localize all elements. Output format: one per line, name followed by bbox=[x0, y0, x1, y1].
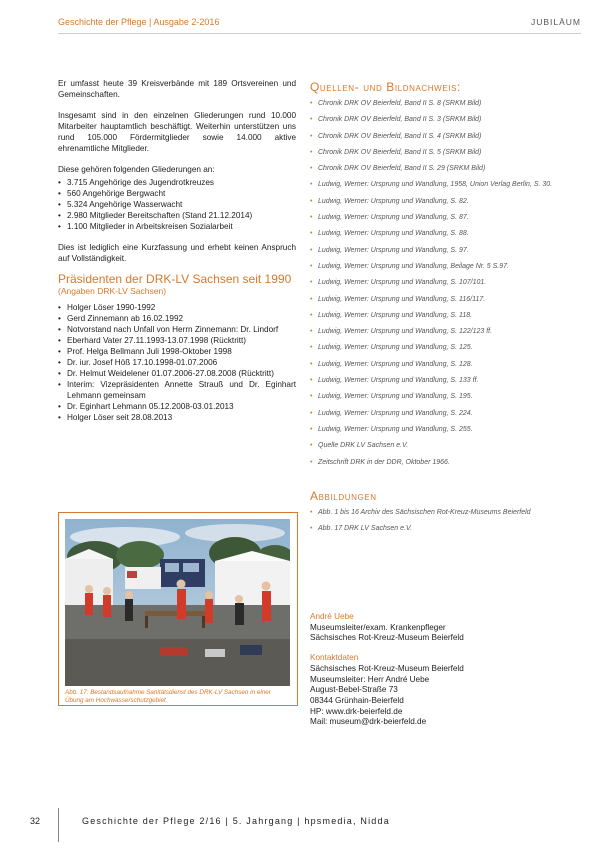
contact-website: HP: www.drk-beierfeld.de bbox=[310, 706, 403, 716]
footer-divider bbox=[58, 808, 59, 842]
groups-list bbox=[58, 177, 296, 232]
list-item: • 1.100 Mitglieder in Arbeitskreisen Sozialarbeit bbox=[58, 221, 296, 232]
source-item: • Ludwig, Werner: Ursprung und Wandlung, S. 224. bbox=[310, 409, 585, 418]
list-item: • 2.980 Mitglieder Bereitschaften (Stand 21.12.2014) bbox=[58, 210, 296, 221]
footer-text: Geschichte der Pflege 2/16 | 5. Jahrgang | hpsmedia, Nidda bbox=[82, 816, 390, 826]
source-item: • Zeitschrift DRK in der DDR, Oktober 1966. bbox=[310, 458, 585, 467]
list-item: • Eberhard Vater 27.11.1993-13.07.1998 (Rücktritt) bbox=[58, 335, 296, 346]
list-item: • 3.715 Angehörige des Jugendrotkreuzes bbox=[58, 177, 296, 188]
source-item: • Ludwig, Werner: Ursprung und Wandlung, S. 133 ff. bbox=[310, 376, 585, 385]
list-item: • Dr. Eginhart Lehmann 05.12.2008-03.01.2013 bbox=[58, 401, 296, 412]
figure-frame bbox=[58, 512, 298, 706]
exercise-photo-illustration bbox=[65, 519, 290, 686]
source-item: • Chronik DRK OV Beierfeld, Band II S. 8 (SRKM Bild) bbox=[310, 99, 585, 108]
source-item: • Ludwig, Werner: Ursprung und Wandlung, S. 107/101. bbox=[310, 278, 585, 287]
contact-line: 08344 Grünhain-Beierfeld bbox=[310, 695, 404, 705]
image-credit-item: • Abb. 1 bis 16 Archiv des Sächsischen Rot-Kreuz-Museums Beierfeld bbox=[310, 508, 585, 517]
paragraph: Er umfasst heute 39 Kreisverbände mit 189 Ortsvereinen und Gemeinschaften. bbox=[58, 79, 296, 99]
paragraph: Diese gehören folgenden Gliederungen an: bbox=[58, 165, 215, 174]
images-heading: Abbildungen bbox=[310, 488, 377, 503]
sources-list bbox=[310, 99, 585, 467]
figure-caption: Abb. 17: Bestandsaufnahme Sanitätsdienst des DRK-LV Sachsen in einer Übung am Hochwasserschutzgebiet bbox=[65, 689, 271, 704]
list-item: • Holger Löser 1990-1992 bbox=[58, 302, 296, 313]
source-item: • Ludwig, Werner: Ursprung und Wandlung, S. 116/117. bbox=[310, 295, 585, 304]
source-item: • Ludwig, Werner: Ursprung und Wandlung, S. 87. bbox=[310, 213, 585, 222]
source-item: • Ludwig, Werner: Ursprung und Wandlung, S. 122/123 ff. bbox=[310, 327, 585, 336]
contact-line: Sächsisches Rot-Kreuz-Museum Beierfeld bbox=[310, 663, 464, 673]
right-column bbox=[310, 80, 585, 540]
author-block bbox=[310, 612, 585, 728]
source-item: • Ludwig, Werner: Ursprung und Wandlung, S. 125. bbox=[310, 343, 585, 352]
list-item: • 560 Angehörige Bergwacht bbox=[58, 188, 296, 199]
author-role: Museumsleiter/exam. Krankenpfleger bbox=[310, 622, 446, 632]
source-item: • Ludwig, Werner: Ursprung und Wandlung, S. 128. bbox=[310, 360, 585, 369]
source-item: • Ludwig, Werner: Ursprung und Wandlung, S. 97. bbox=[310, 246, 585, 255]
source-item: • Ludwig, Werner: Ursprung und Wandlung, S. 195. bbox=[310, 392, 585, 401]
paragraph: Dies ist lediglich eine Kurzfassung und erhebt keinen Anspruch auf Vollständigkeit. bbox=[58, 243, 296, 263]
sources-heading: Quellen- und Bildnachweis: bbox=[310, 80, 461, 94]
list-item: • Gerd Zinnemann ab 16.02.1992 bbox=[58, 313, 296, 324]
figure-photo bbox=[65, 519, 290, 686]
left-column bbox=[58, 78, 296, 433]
page-number: 32 bbox=[30, 816, 41, 826]
source-item: • Chronik DRK OV Beierfeld, Band II S. 3 (SRKM Bild) bbox=[310, 115, 585, 124]
source-item: • Chronik DRK OV Beierfeld, Band II S. 5 (SRKM Bild) bbox=[310, 148, 585, 157]
source-item: • Ludwig, Werner: Ursprung und Wandlung, S. 88. bbox=[310, 229, 585, 238]
source-item: • Ludwig, Werner: Ursprung und Wandlung, S. 118. bbox=[310, 311, 585, 320]
list-item: • Dr. iur. Josef Höß 17.10.1998-01.07.2006 bbox=[58, 357, 296, 368]
source-item: • Ludwig, Werner: Ursprung und Wandlung, Beilage Nr. 5 S.97. bbox=[310, 262, 585, 271]
running-header-left: Geschichte der Pflege | Ausgabe 2-2016 bbox=[58, 17, 220, 27]
running-header-section: JUBILÄUM bbox=[530, 17, 581, 27]
source-item: • Ludwig, Werner: Ursprung und Wandlung, S. 255. bbox=[310, 425, 585, 434]
list-item: • Dr. Helmut Weidelener 01.07.2006-27.08.2008 (Rücktritt) bbox=[58, 368, 296, 379]
author-institution: Sächsisches Rot-Kreuz-Museum Beierfeld bbox=[310, 633, 464, 643]
contact-line: August-Bebel-Straße 73 bbox=[310, 685, 398, 695]
author-name: André Uebe bbox=[310, 612, 354, 621]
image-credit-item: • Abb. 17 DRK LV Sachsen e.V. bbox=[310, 524, 585, 533]
contact-email: Mail: museum@drk-beierfeld.de bbox=[310, 717, 427, 727]
images-list bbox=[310, 508, 585, 533]
source-item: • Chronik DRK OV Beierfeld, Band II S. 29 (SRKM Bild) bbox=[310, 164, 585, 173]
header-divider bbox=[58, 33, 581, 34]
presidents-list bbox=[58, 302, 296, 423]
list-item: • Holger Löser seit 28.08.2013 bbox=[58, 412, 296, 423]
contact-line: Museumsleiter: Herr André Uebe bbox=[310, 674, 430, 684]
source-item: • Quelle DRK LV Sachsen e.V. bbox=[310, 441, 585, 450]
section-subheading: (Angaben DRK-LV Sachsen) bbox=[58, 286, 167, 296]
list-item: • 5.324 Angehörige Wasserwacht bbox=[58, 199, 296, 210]
list-item: • Notvorstand nach Unfall von Herrn Zinnemann: Dr. Lindorf bbox=[58, 324, 296, 335]
source-item: • Ludwig, Werner: Ursprung und Wandlung, S. 82. bbox=[310, 197, 585, 206]
paragraph: Insgesamt sind in den einzelnen Gliederungen rund 10.000 Mitarbeiter hauptamtlich beschäftigt. Weiterhin unterstützen uns rund 105.000 Fördermitglieder sowie 14.000 aktive ehrenamtliche Mitglieder. bbox=[58, 111, 296, 153]
contact-heading: Kontaktdaten bbox=[310, 653, 359, 663]
list-item: • Interim: Vizepräsidenten Annette Strauß und Dr. Eginhart Lehmann gemeinsam bbox=[58, 379, 296, 401]
section-heading: Präsidenten der DRK-LV Sachsen seit 1990 bbox=[58, 272, 292, 286]
source-item: • Chronik DRK OV Beierfeld, Band II S. 4 (SRKM Bild) bbox=[310, 132, 585, 141]
list-item: • Prof. Helga Bellmann Juli 1998-Oktober 1998 bbox=[58, 346, 296, 357]
source-item: • Ludwig, Werner: Ursprung und Wandlung, 1958, Union Verlag Berlin, S. 30. bbox=[310, 180, 585, 189]
